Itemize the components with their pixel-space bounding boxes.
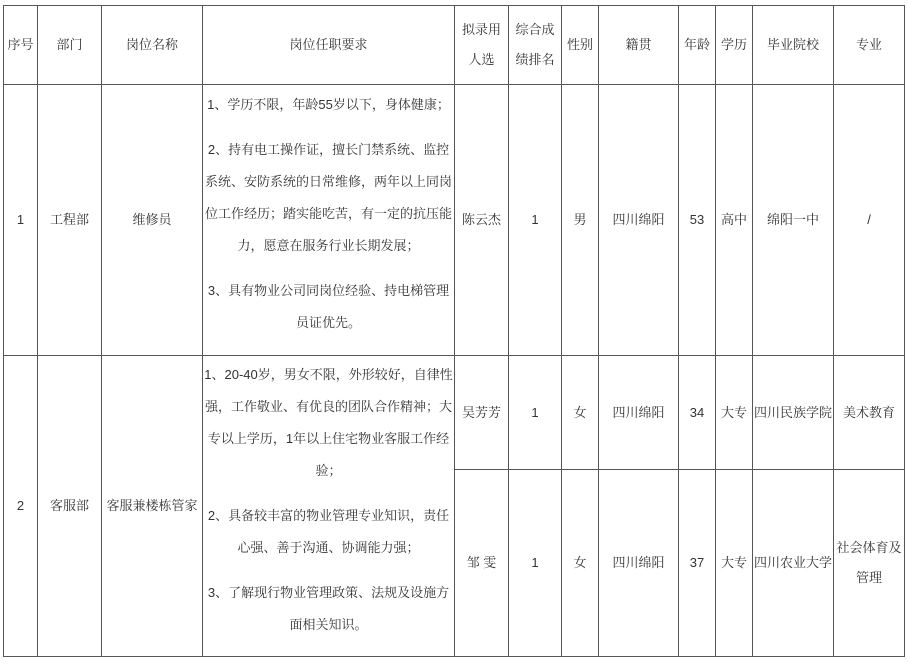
cell-rank: 1 xyxy=(509,85,562,356)
recruitment-table xyxy=(3,5,905,657)
cell-gender: 女 xyxy=(562,470,599,657)
col-header-age: 年龄 xyxy=(679,6,716,85)
cell-rank: 1 xyxy=(509,470,562,657)
col-header-department: 部门 xyxy=(38,6,102,85)
cell-age: 53 xyxy=(679,85,716,356)
cell-rank: 1 xyxy=(509,356,562,470)
requirement-paragraph: 3、了解现行物业管理政策、法规及设施方面相关知识。 xyxy=(207,584,450,632)
col-header-gender: 性别 xyxy=(562,6,599,85)
requirement-paragraph: 1、学历不限，年龄55岁以下，身体健康； xyxy=(207,96,450,112)
col-header-position: 岗位名称 xyxy=(102,6,203,85)
col-header-education: 学历 xyxy=(716,6,753,85)
table-row xyxy=(4,356,905,470)
cell-candidate-name: 邹 雯 xyxy=(455,470,509,657)
cell-position: 维修员 xyxy=(102,85,203,356)
requirement-paragraph: 2、具备较丰富的物业管理专业知识，责任心强、善于沟通、协调能力强； xyxy=(207,507,450,555)
cell-no: 1 xyxy=(4,85,38,356)
cell-no: 2 xyxy=(4,356,38,657)
cell-major: / xyxy=(834,85,905,356)
cell-gender: 女 xyxy=(562,356,599,470)
cell-school: 绵阳一中 xyxy=(753,85,834,356)
cell-candidate-name: 吴芳芳 xyxy=(455,356,509,470)
cell-position: 客服兼楼栋管家 xyxy=(102,356,203,657)
col-header-rank: 综合成绩排名 xyxy=(509,6,562,85)
cell-age: 37 xyxy=(679,470,716,657)
cell-department: 工程部 xyxy=(38,85,102,356)
cell-school: 四川农业大学 xyxy=(753,470,834,657)
cell-education: 大专 xyxy=(716,470,753,657)
table-row xyxy=(4,85,905,356)
cell-hometown: 四川绵阳 xyxy=(599,470,679,657)
cell-education: 大专 xyxy=(716,356,753,470)
col-header-hometown: 籍贯 xyxy=(599,6,679,85)
cell-hometown: 四川绵阳 xyxy=(599,85,679,356)
cell-school: 四川民族学院 xyxy=(753,356,834,470)
requirement-paragraph: 1、20-40岁，男女不限，外形较好，自律性强，工作敬业、有优良的团队合作精神；大专以上学历，1年以上住宅物业客服工作经验； xyxy=(204,366,453,478)
cell-age: 34 xyxy=(679,356,716,470)
cell-requirements xyxy=(203,356,455,657)
cell-requirements xyxy=(203,85,455,356)
header-row xyxy=(4,6,905,85)
cell-gender: 男 xyxy=(562,85,599,356)
cell-candidate-name: 陈云杰 xyxy=(455,85,509,356)
col-header-school: 毕业院校 xyxy=(753,6,834,85)
col-header-candidate: 拟录用人选 xyxy=(455,6,509,85)
cell-department: 客服部 xyxy=(38,356,102,657)
col-header-no: 序号 xyxy=(4,6,38,85)
col-header-major: 专业 xyxy=(834,6,905,85)
cell-major: 社会体育及管理 xyxy=(834,470,905,657)
requirement-paragraph: 3、具有物业公司同岗位经验、持电梯管理员证优先。 xyxy=(207,282,450,330)
cell-major: 美术教育 xyxy=(834,356,905,470)
requirement-paragraph: 2、持有电工操作证，擅长门禁系统、监控系统、安防系统的日常维修，两年以上同岗位工作经历；踏实能吃苦，有一定的抗压能力，愿意在服务行业长期发展； xyxy=(204,141,452,253)
cell-education: 高中 xyxy=(716,85,753,356)
cell-hometown: 四川绵阳 xyxy=(599,356,679,470)
col-header-requirements: 岗位任职要求 xyxy=(203,6,455,85)
